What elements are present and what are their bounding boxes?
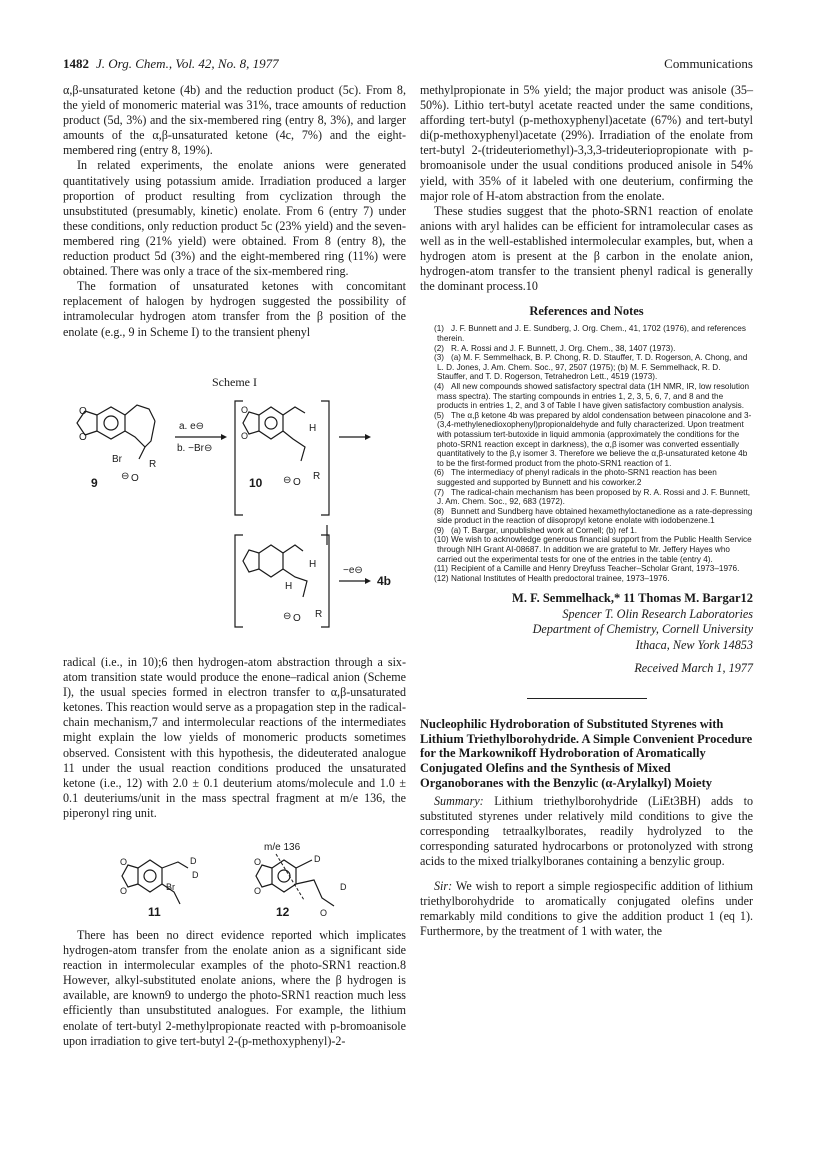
reference-text: The radical-chain mechanism has been proposed by R. A. Rossi and J. F. Bunnett, J. Am. Chem. Soc., 92, 683 (1972). bbox=[437, 487, 751, 507]
section-name: Communications bbox=[664, 56, 753, 71]
atom-o: O bbox=[241, 405, 249, 415]
compound-label-10: 10 bbox=[249, 476, 263, 490]
summary-text: Lithium triethylborohydride (LiEt3BH) adds to substituted styrenes under relatively mild conditions to give the corresponding tetraalkylborates, readily hydrolyzed to the corresponding saturated hydrocarbons or protonolyzed with strong acids to the mixed trialkylboranes containing a benzylic group. bbox=[420, 794, 753, 869]
compound-label-4b: 4b bbox=[377, 574, 392, 588]
reference-text: Bunnett and Sundberg have obtained hexamethyloctanedione as a rate-depressing side product in the reaction of diisopropyl ketone enolate with iodobenzene.1 bbox=[437, 506, 753, 526]
atom-h: H bbox=[309, 423, 317, 434]
article-title: Nucleophilic Hydroboration of Substituted Styrenes with Lithium Triethylborohydride. A Simple Convenient Procedure for the Markownikoff Hydroboration of Aromatically Conjugated Olefins and the Synthesis of Mixed Organoboranes with the Benzylic (α-Arylalkyl) Moiety bbox=[420, 717, 753, 790]
reference-number: (9) bbox=[434, 525, 445, 535]
reference-number: (2) bbox=[434, 343, 445, 353]
enolate-charge: ⊖ bbox=[283, 475, 292, 486]
reference-item bbox=[420, 344, 753, 354]
left-column-middle bbox=[63, 655, 406, 821]
atom-d: D bbox=[192, 870, 199, 880]
reference-item bbox=[420, 526, 753, 536]
reference-text: We wish to acknowledge generous financial support from the Public Health Service through NIH Grant AI-08687. In addition we are grateful to Mr. Jeffery Hayes who carried out the experimental tests for one of the entries in the table (entry 4). bbox=[437, 535, 752, 564]
enone-radical-anion-structure bbox=[243, 545, 307, 597]
summary-label: Summary: bbox=[434, 794, 484, 809]
affiliation-dept: Department of Chemistry, Cornell University bbox=[532, 622, 753, 637]
reference-number: (11) bbox=[434, 564, 448, 574]
affiliation-lab: Spencer T. Olin Research Laboratories bbox=[562, 606, 753, 621]
authors: M. F. Semmelhack,* 11 Thomas M. Bargar12 bbox=[512, 591, 753, 606]
atom-br: Br bbox=[112, 454, 122, 465]
reference-number: (4) bbox=[434, 381, 445, 391]
sir-label: Sir: bbox=[434, 878, 453, 893]
reference-item bbox=[420, 324, 753, 343]
reference-text: National Institutes of Health predoctoral trainee, 1973–1976. bbox=[451, 573, 670, 583]
reference-text: (a) T. Bargar, unpublished work at Cornell; (b) ref 1. bbox=[451, 525, 637, 535]
atom-o: O bbox=[254, 857, 262, 867]
enolate-charge: ⊖ bbox=[121, 471, 130, 482]
atom-o: O bbox=[241, 431, 249, 441]
atom-r: R bbox=[315, 609, 323, 620]
atom-o: O bbox=[293, 613, 301, 624]
compound-label-11: 11 bbox=[148, 905, 161, 919]
reference-number: (8) bbox=[434, 506, 445, 516]
reference-text: Recipient of a Camille and Henry Dreyfuss Teacher–Scholar Grant, 1973–1976. bbox=[451, 564, 740, 574]
page-number: 1482 bbox=[63, 56, 89, 71]
atom-d: D bbox=[340, 882, 347, 892]
atom-o: O bbox=[254, 886, 262, 896]
enolate-charge: ⊖ bbox=[283, 611, 292, 622]
atom-o: O bbox=[131, 473, 139, 484]
atom-d: D bbox=[314, 854, 321, 864]
atom-h: H bbox=[309, 559, 317, 570]
reference-number: (3) bbox=[434, 353, 445, 363]
atom-o: O bbox=[320, 908, 328, 918]
summary-paragraph bbox=[420, 794, 753, 869]
paragraph: α,β-unsaturated ketone (4b) and the reduction product (5c). From 8, the yield of monomeric material was 31%, trace amounts of reduction product (5d, 3%) and the six-membered ring (entry 8, 3%), and larger amounts of the α,β-unsaturated ketone (4c, 7%) and the eight-membered ring (entry 8, 19%). bbox=[63, 83, 406, 158]
atom-d: D bbox=[190, 856, 197, 866]
compound-10-structure bbox=[243, 407, 305, 461]
reference-number: (1) bbox=[434, 324, 445, 334]
atom-o: O bbox=[120, 886, 128, 896]
sir-text: We wish to report a simple regiospecific addition of lithium triethylborohydride to aromatically conjugated olefins under remarkably mild conditions to give the addition product 1 (eq 1). Furthermore, by the treatment of 1 with water, the bbox=[420, 878, 754, 938]
reference-item bbox=[420, 382, 753, 411]
paragraph: The formation of unsaturated ketones with concomitant replacement of halogen by hydrogen suggested the possibility of intramolecular hydrogen atom transfer from the β position of the enolate (e.g., 9 in Scheme I) to the transient phenyl bbox=[63, 279, 406, 339]
reference-number: (6) bbox=[434, 468, 445, 478]
atom-r: R bbox=[313, 471, 321, 482]
separator-rule bbox=[527, 698, 647, 699]
atom-o: O bbox=[79, 432, 87, 443]
reference-item bbox=[420, 564, 753, 574]
atom-o: O bbox=[293, 477, 301, 488]
left-column-top bbox=[63, 83, 406, 340]
reference-item bbox=[420, 574, 753, 584]
atom-h: H bbox=[285, 581, 293, 592]
mass-fragment-label: m/e 136 bbox=[264, 842, 301, 853]
compound-9-structure bbox=[77, 405, 155, 459]
reference-item bbox=[420, 353, 753, 382]
reference-number: (12) bbox=[434, 573, 449, 583]
reference-text: R. A. Rossi and J. F. Bunnett, J. Org. Chem., 38, 1407 (1973). bbox=[451, 343, 676, 353]
compound-11-structure bbox=[122, 860, 188, 904]
reference-item bbox=[420, 488, 753, 507]
left-column-bottom bbox=[63, 928, 406, 1049]
reference-text: The α,β ketone 4b was prepared by aldol condensation between pinacolone and 3-(3,4-methylenedioxophenyl)propionaldehyde and fully characterized. Upon treatment with potassium tert-butoxide in liquid ammonia (approximately the conditions for the photo-SRN1 reaction except in darkness), the α,β isomer was converted essentially quantitatively to the β,γ isomer 3. Therefore we believe the α,β-unsaturated ketone 4b to be the first-formed product from the photo-SRN1 reaction of 1. bbox=[437, 410, 752, 468]
reference-text: The intermediacy of phenyl radicals in the photo-SRN1 reaction has been suggested and supported by Bunnett and his coworker.2 bbox=[437, 468, 717, 487]
paragraph: These studies suggest that the photo-SRN1 reaction of enolate anions with aryl halides can be efficient for intramolecular cases as well as in the well-established intermolecular examples, but, when a hydrogen atom is present at the β carbon in the enolate anion, hydrogen-atom transfer to the transient phenyl radical is generally the dominant process.10 bbox=[420, 203, 753, 294]
atom-o: O bbox=[79, 406, 87, 417]
reference-number: (5) bbox=[434, 410, 445, 420]
paragraph: There has been no direct evidence reported which implicates hydrogen-atom transfer from the enolate anion as a significant side reaction in intermolecular examples of the photo-SRN1 reaction.8 However, alkyl-substituted enolate anions, where the β hydrogen is available, are known9 to undergo the photo-SRN1 reaction much less efficiently than unsubstituted analogues. For example, the lithium enolate of tert-butyl 2-methylpropionate reacted with p-bromoanisole upon irradiation to give tert-butyl 2-(p-methoxyphenyl)-2- bbox=[63, 928, 406, 1048]
references-heading: References and Notes bbox=[529, 304, 644, 319]
reference-text: J. F. Bunnett and J. E. Sundberg, J. Org. Chem., 41, 1702 (1976), and references therein. bbox=[437, 324, 746, 343]
reference-item bbox=[420, 468, 753, 487]
reference-number: (7) bbox=[434, 487, 445, 497]
scheme-diagram bbox=[63, 395, 408, 635]
reference-item bbox=[420, 507, 753, 526]
atom-br: Br bbox=[166, 882, 175, 892]
references-list bbox=[420, 324, 753, 583]
compound-label-12: 12 bbox=[276, 905, 290, 919]
reference-number: (10) bbox=[434, 535, 449, 545]
paragraph: radical (i.e., in 10);6 then hydrogen-atom abstraction through a six-atom transition state would produce the enone–radical anion (Scheme I), the usual species formed in electron transfer to α,β-unsaturated ketones. This reaction would serve as a propagation step in the radical-chain mechanism,7 and intermolecular reactions of the intermediates might explain the low yields of monomeric products sometimes observed. Consistent with this hypothesis, the dideuterated analogue 11 under the usual reaction conditions produced the unsaturated ketone (i.e., 12) with 2.0 ± 0.1 deuterium atoms/molecule and 1.0 ± 0.1 deuteriums/unit in the mass spectral fragment at m/e 136, the piperonyl ring unit. bbox=[63, 655, 406, 820]
received-date: Received March 1, 1977 bbox=[634, 661, 753, 676]
journal-title: J. Org. Chem., Vol. 42, No. 8, 1977 bbox=[96, 56, 279, 71]
atom-r: R bbox=[149, 459, 157, 470]
right-column bbox=[420, 83, 753, 939]
compound-12-structure bbox=[256, 860, 334, 906]
sir-paragraph bbox=[420, 879, 753, 939]
atom-o: O bbox=[120, 857, 128, 867]
reference-item bbox=[420, 535, 753, 564]
deuterium-scheme bbox=[108, 838, 388, 920]
reference-item bbox=[420, 411, 753, 469]
arrow-step-a: a. e⊖ bbox=[179, 421, 205, 432]
paragraph: In related experiments, the enolate anions were generated quantitatively using potassium amide. Irradiation produced a larger proportion of product resulting from cyclization through the unsubstituted (presumably, kinetic) enolate. From 6 (entry 7) under these conditions, only reduction product 5c (23% yield) and the seven-membered ring (21% yield) were obtained. From 8 (entry 8), the reduction product 5d (3%) and the eight-membered ring (11%) were obtained. There was only a trace of the six-membered ring. bbox=[63, 158, 406, 279]
compound-label-9: 9 bbox=[91, 476, 98, 490]
paragraph: methylpropionate in 5% yield; the major product was anisole (35–50%). Lithio tert-butyl acetate reacted under the same conditions, affording tert-butyl (p-methoxyphenyl)acetate (67%) and tert-butyl di(p-methoxyphenyl)acetate (29%). Irradiation of the enolate from tert-butyl 2-(trideuteriomethyl)-3,3,3-trideuteriopropionate with p-bromoanisole under the usual conditions produced anisole in 54% yield, with 35% of it labeled with one deuterium, confirming the major role of H-atom abstraction from the enolate. bbox=[420, 83, 753, 203]
scheme-title: Scheme I bbox=[212, 375, 257, 389]
reference-text: All new compounds showed satisfactory spectral data (1H NMR, IR, low resolution mass spectra). The starting compounds in entries 1, 2, 3, 5, 6, 7, and 8 and the products in entries 1, 2, and 3 of Table I have given satisfactory combustion analysis. bbox=[437, 381, 750, 411]
arrow-minus-e: −e⊖ bbox=[343, 565, 363, 576]
reference-text: (a) M. F. Semmelhack, B. P. Chong, R. D. Stauffer, T. D. Rogerson, A. Chong, and L. D. Jones, J. Am. Chem. Soc., 97, 2507 (1975); (b) M. F. Semmelhack, R. D. Stauffer, and T. D. Rogerson, Tetrahedron Lett., 4519 (1973). bbox=[437, 353, 748, 382]
arrow-step-b: b. −Br⊖ bbox=[177, 443, 213, 454]
affiliation-city: Ithaca, New York 14853 bbox=[635, 637, 753, 652]
